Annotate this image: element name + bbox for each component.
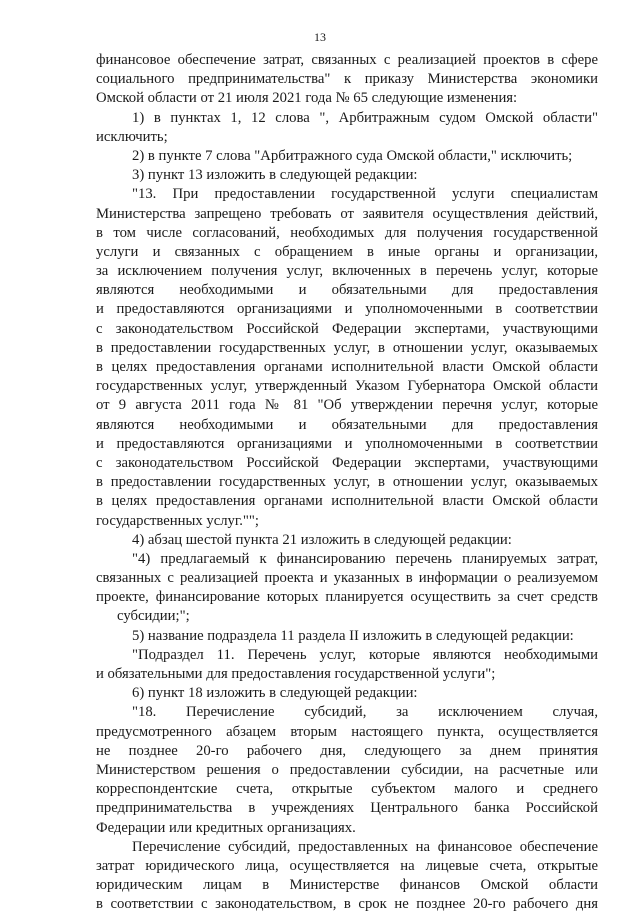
text-line: "13. При предоставлении государственной услуги специалистам — [132, 186, 598, 203]
text-line: государственных услуг, утвержденный Указом Губернатора Омской области — [96, 378, 598, 395]
text-line: "Подраздел 11. Перечень услуг, которые являются необходимыми — [132, 646, 598, 663]
text-line: социального предпринимательства" к приказу Министерства экономики — [96, 71, 598, 88]
text-line: Министерством решения о предоставлении субсидии, на расчетные или — [96, 761, 598, 778]
text-line: и предоставляются организациями и уполномоченными в соответствии — [96, 435, 598, 452]
text-line: с законодательством Российской Федерации экспертами, участвующими — [96, 454, 598, 471]
text-line: связанных с реализацией проекта и указанных в информации о реализуемом — [96, 570, 598, 587]
text-line: в соответствии с законодательством, в срок не позднее 20-го рабочего дня — [96, 896, 598, 913]
text-line: корреспондентские счета, открытые субъектом малого и среднего — [96, 781, 598, 798]
text-line: 4) абзац шестой пункта 21 изложить в следующей редакции: — [132, 531, 512, 548]
text-line: предпринимательства в учреждениях Центрального банка Российской — [96, 800, 598, 817]
text-line: 3) пункт 13 изложить в следующей редакции: — [132, 167, 418, 184]
text-line: 6) пункт 18 изложить в следующей редакции: — [132, 685, 418, 702]
text-line: и предоставляются организациями и уполномоченными в соответствии — [96, 301, 598, 318]
text-line: от 9 августа 2011 года № 81 "Об утверждении перечня услуг, которые — [96, 397, 598, 414]
text-line: 1) в пунктах 1, 12 слова ", Арбитражным судом Омской области" — [132, 109, 598, 126]
text-line: субсидии;"; — [117, 608, 190, 625]
text-line: "4) предлагаемый к финансированию перечень планируемых затрат, — [132, 550, 598, 567]
text-line: в целях предоставления органами исполнительной власти Омской области — [96, 359, 598, 375]
text-line: Омской области от 21 июля 2021 года № 65 следующие изменения: — [96, 90, 518, 107]
text-line: в целях предоставления органами исполнительной власти Омской области — [96, 493, 598, 510]
text-line: "18. Перечисление субсидий, за исключением случая, — [132, 704, 598, 721]
text-line: государственных услуг.""; — [96, 512, 260, 529]
text-line: в предоставлении государственных услуг, в отношении услуг, оказываемых — [96, 339, 598, 356]
text-line: исключить; — [96, 128, 168, 145]
text-line: в том числе согласований, необходимых для получения государственной — [96, 224, 598, 241]
text-line: являются необходимыми и обязательными для предоставления — [96, 282, 598, 299]
text-line: финансовое обеспечение затрат, связанных с реализацией проектов в сфере — [96, 52, 598, 68]
text-line: услуги и связанных с обращением в иные органы и организации, — [96, 243, 598, 260]
text-line: являются необходимыми и обязательными для предоставления — [96, 416, 598, 433]
text-line: в предоставлении государственных услуг, в отношении услуг, оказываемых — [96, 474, 598, 491]
text-line: Федерации или кредитных организациях. — [96, 819, 356, 836]
text-line: Перечисление субсидий, предоставленных на финансовое обеспечение — [132, 838, 598, 855]
text-line: юридическим лицам в Министерстве финансов Омской области — [96, 877, 598, 894]
text-line: с законодательством Российской Федерации экспертами, участвующими — [96, 320, 598, 337]
text-line: 2) в пункте 7 слова "Арбитражного суда Омской области," исключить; — [132, 147, 573, 164]
text-line: за исключением получения услуг, включенных в перечень услуг, которые — [96, 263, 598, 280]
text-line: и обязательными для предоставления государственной услуги"; — [96, 666, 496, 682]
text-line: проекте, финансирование которых планируется осуществить за счет средств — [96, 589, 598, 606]
text-line: затрат юридического лица, осуществляется на лицевые счета, открытые — [96, 857, 598, 874]
text-line: предусмотренного абзацем вторым настоящего пункта, осуществляется — [96, 723, 598, 740]
text-line: не позднее 20-го рабочего дня, следующего за днем принятия — [96, 742, 598, 759]
document-body — [96, 51, 598, 914]
text-line: 5) название подраздела 11 раздела II изложить в следующей редакции: — [132, 627, 574, 644]
page-number: 13 — [314, 30, 326, 44]
text-line: Министерства запрещено требовать от заявителя осуществления действий, — [96, 205, 598, 222]
